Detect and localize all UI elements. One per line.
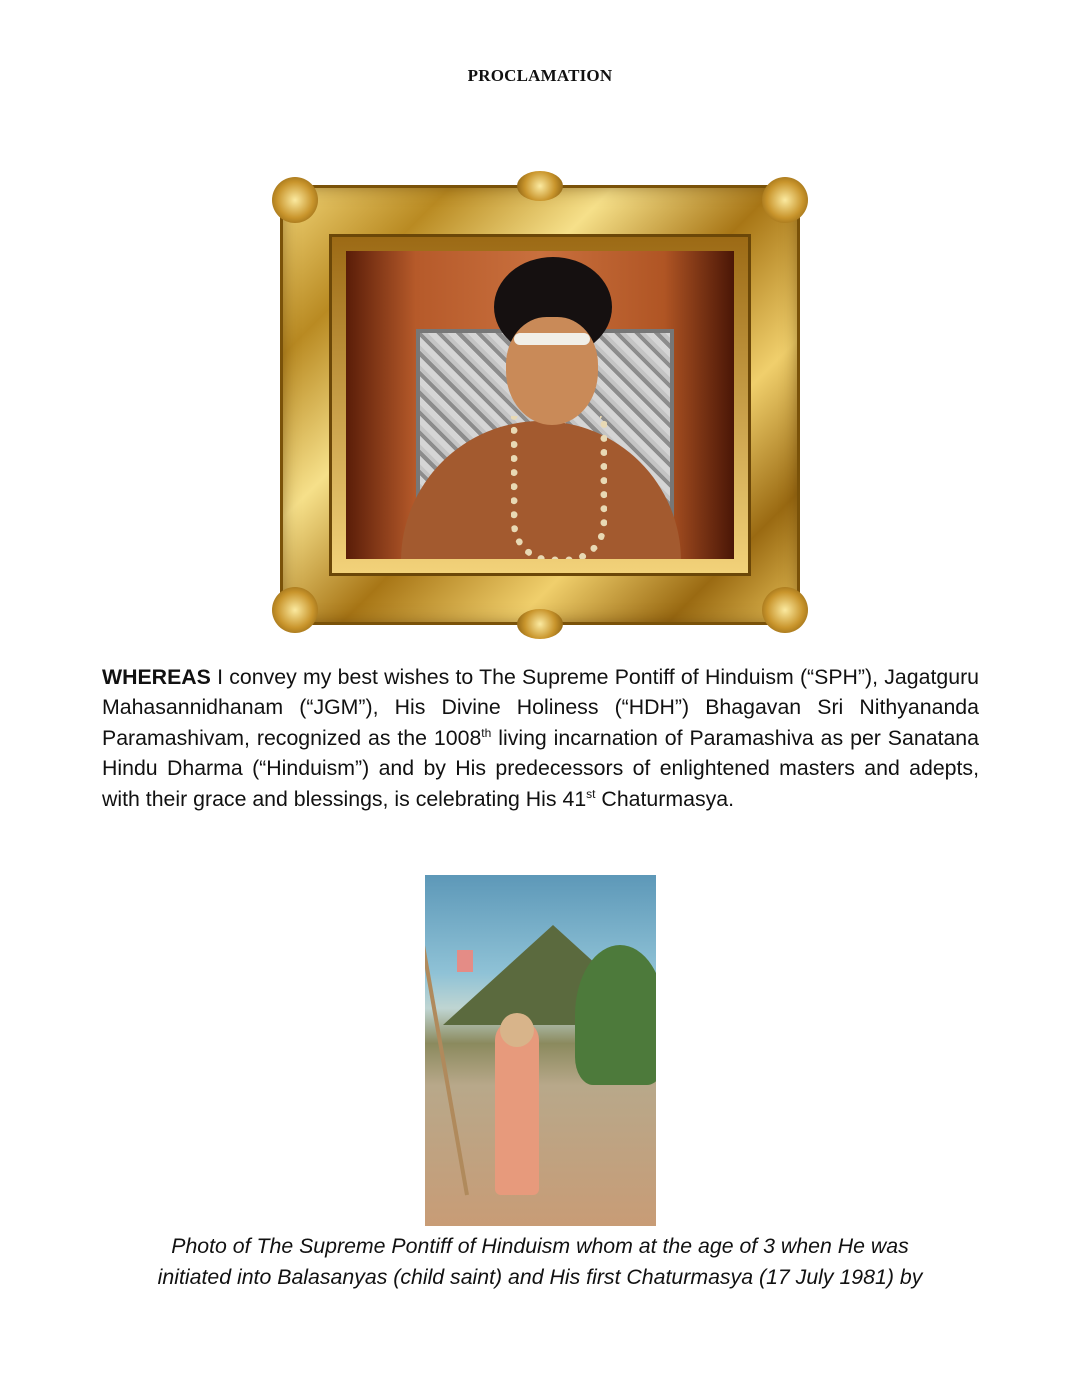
framed-portrait: [280, 185, 800, 625]
paragraph-text-3: Chaturmasya.: [595, 786, 734, 811]
photo-caption: [100, 1231, 980, 1292]
frame-corner-ornament: [272, 587, 318, 633]
frame-top-ornament: [517, 171, 563, 201]
portrait-painting: [346, 251, 734, 559]
paragraph-text-2: living incarnation of Paramashiva as per Sanatana Hindu Dharma (“Hinduism”) and by His predecessors of enlightened masters and adepts, with their grace and blessings, is celebrating His 41: [102, 725, 979, 811]
ordinal-suffix-2: st: [586, 786, 596, 801]
forehead-mark: [514, 333, 590, 345]
photo-tree: [575, 945, 656, 1085]
photo-child-head: [500, 1013, 534, 1047]
caption-line-1: Photo of The Supreme Pontiff of Hinduism whom at the age of 3 when He was: [171, 1234, 909, 1258]
rudraksha-beads: [511, 416, 607, 559]
page-title: PROCLAMATION: [467, 66, 613, 85]
childhood-photo: [425, 875, 656, 1226]
whereas-lead: WHEREAS: [102, 665, 211, 689]
photo-flag: [457, 950, 473, 972]
frame-corner-ornament: [762, 177, 808, 223]
frame-inner-border: [332, 237, 748, 573]
paragraph-text-1: I convey my best wishes to The Supreme Pontiff of Hinduism (“SPH”), Jagatguru Mahasannidhanam (“JGM”), His Divine Holiness (“HDH”) Bhagavan Sri Nithyananda Paramashivam, recognized as the 1008: [102, 665, 979, 750]
whereas-paragraph: [102, 662, 979, 814]
frame-corner-ornament: [762, 587, 808, 633]
frame-bottom-ornament: [517, 609, 563, 639]
caption-line-2: initiated into Balasanyas (child saint) and His first Chaturmasya (17 July 1981) by: [157, 1264, 923, 1289]
ordinal-suffix-1: th: [481, 725, 492, 740]
frame-corner-ornament: [272, 177, 318, 223]
